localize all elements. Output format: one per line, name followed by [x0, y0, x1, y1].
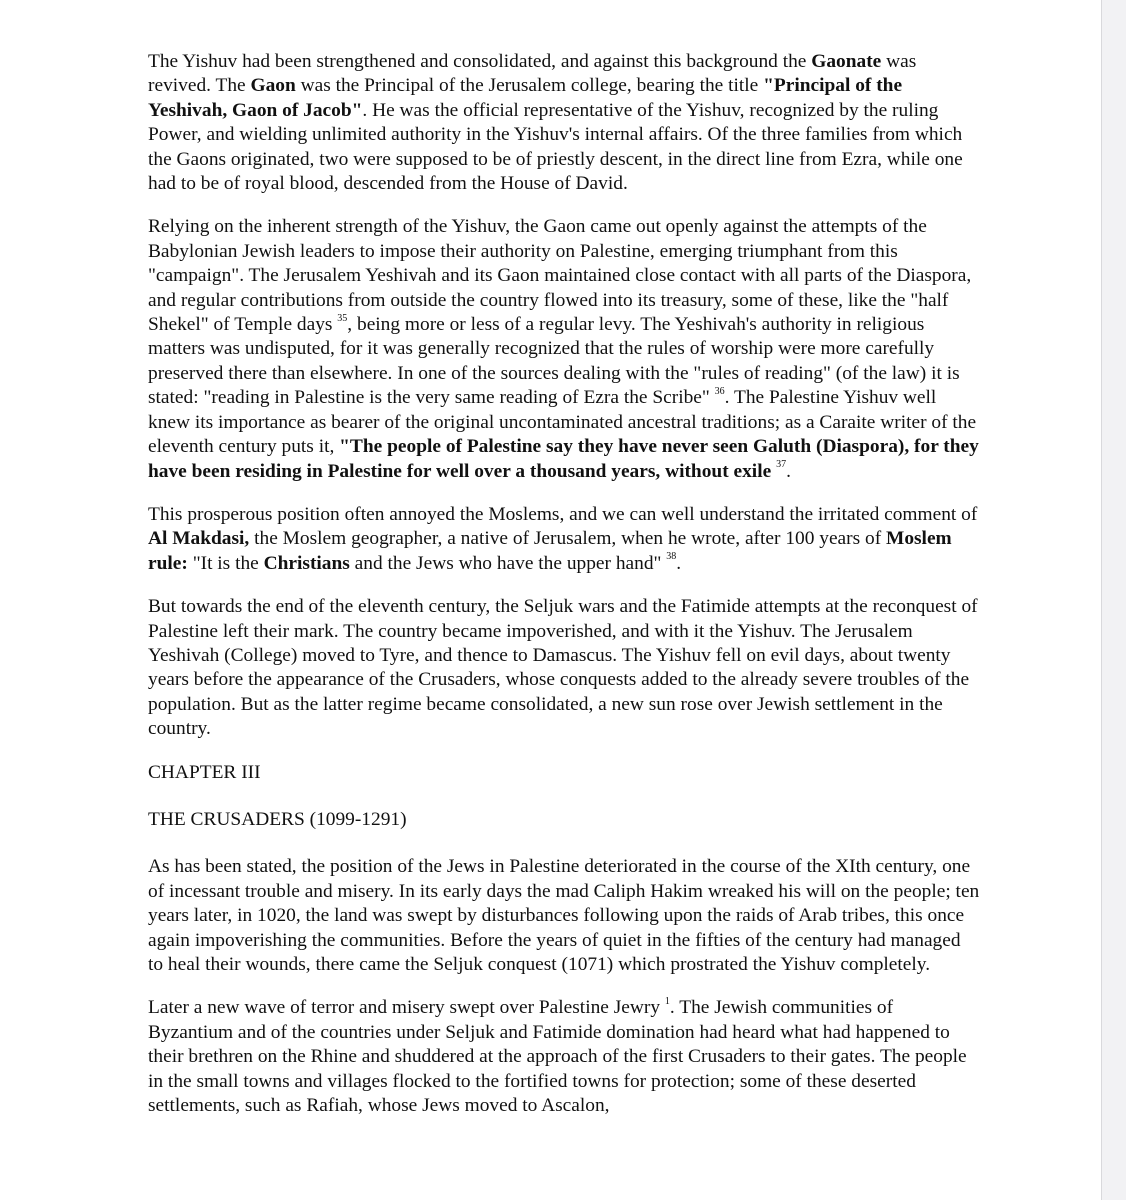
text-run: The Yishuv had been strengthened and consolidated, and against this background the — [148, 51, 812, 72]
text-run: . — [676, 552, 682, 574]
text-run: . He was the official representative of the Yishuv, recognized by the ruling Power, and wielding unlimited authority in the Yishuv's internal affairs. Of the three families from which the Gaons originated, two were supposed to be of priestly descent, in the direct line from Ezra, while one had to be of royal blood, descended from the House of David. — [148, 99, 963, 195]
footnote-ref: 35 — [337, 312, 348, 324]
bold-text: Gaonate — [811, 51, 882, 72]
bold-text: Al Makdasi, — [148, 528, 250, 550]
bold-text: "Principal of the Yeshivah, Gaon of Jacob" — [148, 75, 903, 121]
paragraph — [148, 215, 980, 483]
text-run: was revived. The — [148, 51, 917, 97]
text-run: . The Palestine Yishuv well knew its importance as bearer of the original uncontaminated ancestral traditions; as a Caraite writer of the eleventh century puts it, — [148, 387, 977, 458]
bold-text: Gaon — [250, 75, 296, 97]
text-run: "It is the — [187, 552, 264, 574]
window-edge — [1102, 0, 1126, 1200]
chapter-label: CHAPTER III — [148, 761, 261, 783]
paragraph — [148, 50, 980, 196]
text-run: But towards the end of the eleventh century, the Seljuk wars and the Fatimide attempts at the reconquest of Palestine left their mark. The country became impoverished, and with it the Yishuv. The Jerusalem Yeshivah (College) moved to Tyre, and thence to Damascus. The Yishuv fell on evil days, about twenty years before the appearance of the Crusaders, whose conquests added to the already severe troubles of the population. But as the latter regime became consolidated, a new sun rose over Jewish settlement in the country. — [148, 596, 978, 740]
bold-text: Christians — [263, 552, 350, 574]
paragraph — [148, 855, 980, 977]
chapter-title: THE CRUSADERS (1099-1291) — [148, 808, 407, 830]
footnote-ref: 1 — [664, 995, 670, 1007]
text-run: , being more or less of a regular levy. The Yeshivah's authority in religious matters was undisputed, for it was generally recognized that the rules of worship were more carefully preserved there than elsewhere. In one of the sources dealing with the "rules of reading" (of the law) it is stated: "reading in Palestine is the very same reading of Ezra the Scribe" — [148, 314, 960, 409]
paragraph — [148, 503, 980, 576]
paragraph — [148, 595, 980, 741]
footnote-ref: 38 — [666, 551, 677, 563]
footnote-ref: 36 — [714, 385, 725, 397]
text-run: the Moslem geographer, a native of Jerusalem, when he wrote, after 100 years of — [249, 528, 887, 550]
text-run: . — [786, 460, 791, 482]
text-run: As has been stated, the position of the Jews in Palestine deteriorated in the course of the XIth century, one of incessant trouble and misery. In its early days the mad Caliph Hakim wreaked his will on the people; ten years later, in 1020, the land was swept by disturbances following upon the raids of Arab tribes, this once again impoverishing the communities. Before the years of quiet in the fifties of the century had managed to heal their wounds, there came the Seljuk conquest (1071) which prostrated the Yishuv completely. — [148, 856, 980, 975]
text-run: . The Jewish communities of Byzantium and of the countries under Seljuk and Fatimide domination had heard what had happened to their brethren on the Rhine and shuddered at the approach of the first Crusaders to their gates. The people in the small towns and villages flocked to the fortified towns for protection; some of these deserted settlements, such as Rafiah, whose Jews moved to Ascalon, — [148, 997, 967, 1117]
text-run: and the Jews who have the upper hand" — [349, 552, 667, 574]
text-run: Later a new wave of terror and misery swept over Palestine Jewry — [148, 997, 665, 1019]
bold-text: "The people of Palestine say they have never seen Galuth (Diaspora), for they have been residing in Palestine for well over a thousand years, without exile — [148, 436, 979, 482]
footnote-ref: 37 — [776, 459, 787, 471]
text-run: Relying on the inherent strength of the Yishuv, the Gaon came out openly against the attempts of the Babylonian Jewish leaders to impose their authority on Palestine, emerging triumphant from this "campaign". The Jerusalem Yeshivah and its Gaon maintained close contact with all parts of the Diaspora, and regular contributions from outside the country flowed into its treasury, some of these, like the "half Shekel" of Temple days — [148, 216, 972, 336]
text-run: was the Principal of the Jerusalem college, bearing the title — [295, 75, 764, 97]
page-content — [148, 50, 980, 1137]
paragraph — [148, 996, 980, 1118]
bold-text: Moslem rule: — [148, 528, 952, 574]
text-run: This prosperous position often annoyed the Moslems, and we can well understand the irritated comment of — [148, 503, 978, 525]
